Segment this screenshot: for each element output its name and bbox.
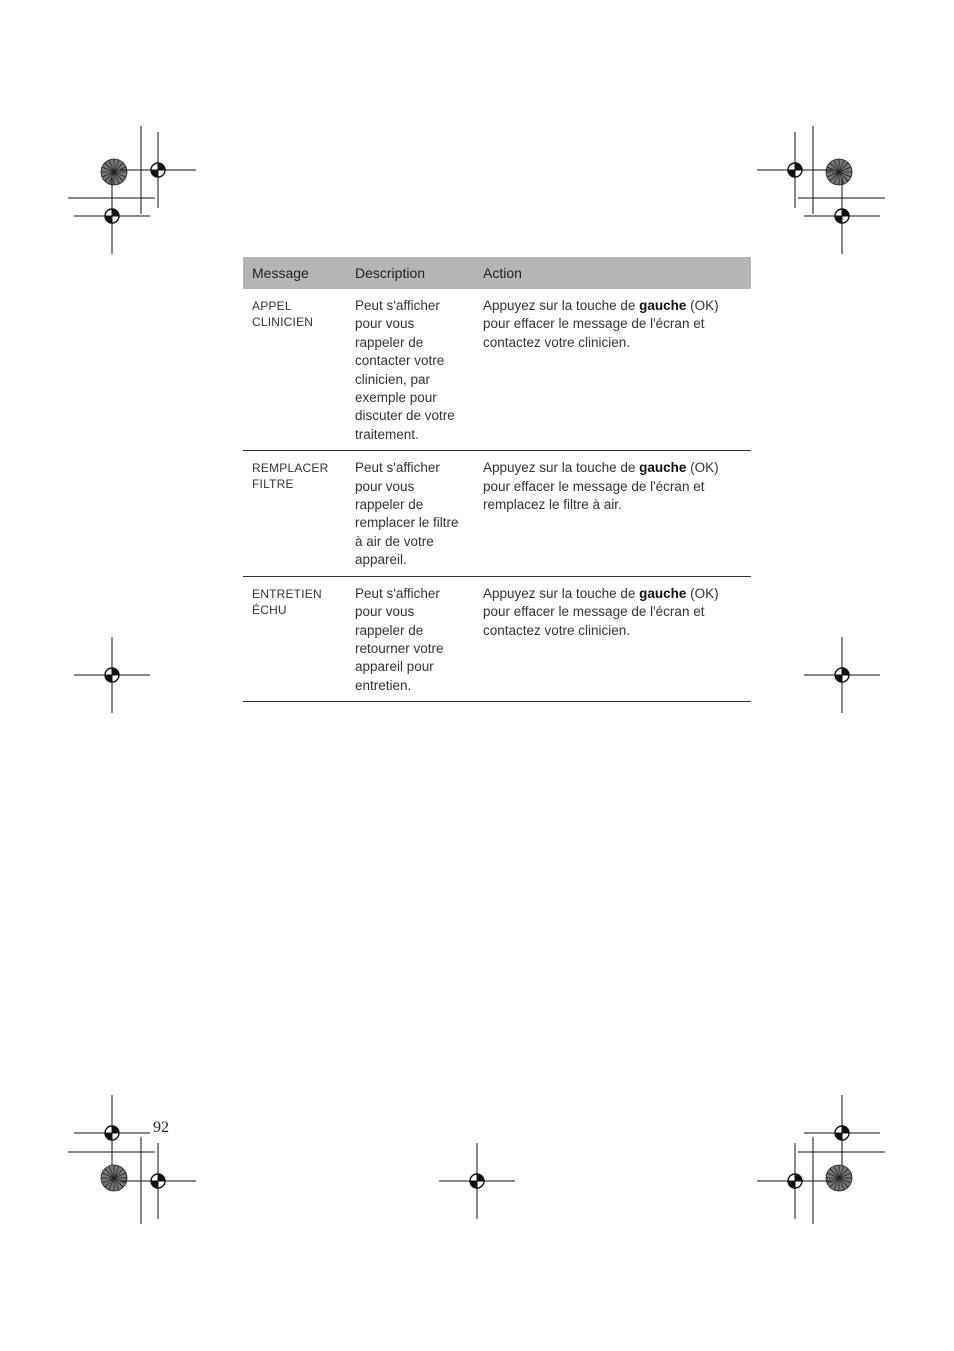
- action-text: (OK) pour effacer le message de l'écran et remplacez le filtre à air.: [483, 460, 719, 513]
- description-cell: Peut s'afficher pour vous rappeler de contacter votre clinicien, par exemple pour discuter de votre traitement.: [346, 289, 474, 451]
- table-header-row: [243, 257, 751, 289]
- table-row: [243, 451, 751, 576]
- registration-cross-icon: [74, 178, 150, 254]
- table-row: [243, 289, 751, 451]
- column-header-action: Action: [474, 257, 751, 289]
- column-header-message: Message: [243, 257, 346, 289]
- action-text: Appuyez sur la touche de: [483, 460, 640, 476]
- registration-cross-icon: [74, 637, 150, 713]
- action-key: gauche: [639, 298, 687, 313]
- message-cell: APPEL CLINICIEN: [243, 289, 346, 451]
- messages-table-container: [243, 257, 751, 702]
- action-cell: [474, 451, 751, 576]
- action-text: (OK) pour effacer le message de l'écran et contactez votre clinicien.: [483, 585, 719, 638]
- action-cell: [474, 289, 751, 451]
- registration-cross-icon: [74, 1095, 150, 1171]
- description-cell: Peut s'afficher pour vous rappeler de remplacer le filtre à air de votre appareil.: [346, 451, 474, 576]
- column-header-description: Description: [346, 257, 474, 289]
- action-text: Appuyez sur la touche de: [483, 585, 640, 601]
- registration-cross-icon: [120, 132, 196, 208]
- color-bar-star-icon: [101, 1165, 127, 1191]
- registration-cross-icon: [439, 1143, 515, 1219]
- color-bar-star-icon: [826, 1165, 852, 1191]
- action-key: gauche: [639, 460, 687, 476]
- registration-cross-icon: [120, 1143, 196, 1219]
- action-cell: [474, 576, 751, 701]
- action-text: (OK) pour effacer le message de l'écran et contactez votre clinicien.: [483, 298, 719, 350]
- color-bar-star-icon: [826, 159, 852, 185]
- registration-cross-icon: [804, 637, 880, 713]
- messages-table: [243, 257, 751, 702]
- page-number: 92: [153, 1119, 169, 1136]
- description-cell: Peut s'afficher pour vous rappeler de retourner votre appareil pour entretien.: [346, 576, 474, 701]
- registration-cross-icon: [757, 132, 833, 208]
- table-row: [243, 576, 751, 701]
- action-key: gauche: [639, 585, 687, 601]
- registration-cross-icon: [804, 1095, 880, 1171]
- registration-cross-icon: [804, 178, 880, 254]
- action-text: Appuyez sur la touche de: [483, 298, 640, 313]
- registration-cross-icon: [757, 1143, 833, 1219]
- color-bar-star-icon: [101, 159, 127, 185]
- message-cell: ENTRETIEN ÉCHU: [243, 576, 346, 701]
- message-cell: REMPLACER FILTRE: [243, 451, 346, 576]
